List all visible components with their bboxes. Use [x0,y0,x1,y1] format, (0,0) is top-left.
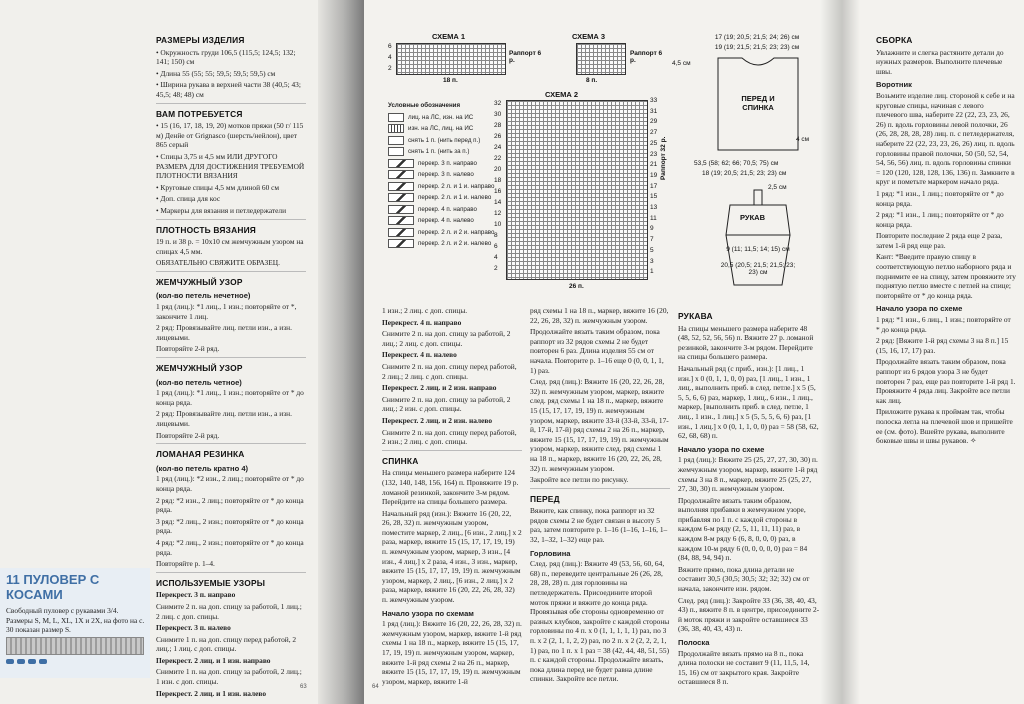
legend-label: перекр. 3 п. направо [418,159,477,167]
strip-heading: Полоска [678,638,710,647]
chart2-row-label: 6 [494,243,498,250]
subheading: Начало узора по схеме [678,444,765,454]
text: След. ряд (лиц.): Закройте 33 (36, 38, 40, 43, 43) п., вяжите 8 п. в центре, присоедините 2-й моток пряжи и закройте оставшиеся 33 (36, 38, 40, 43, 43) п. [678,595,820,634]
legend-item [388,135,500,147]
left-page [0,0,318,704]
text: Продолжайте вязать таким образом, пока раппорт из 32 рядов схемы 2 не будет повторен 6 раз. Длина изделия 55 см от начала. Повторите р. 1–16 еще 0 (0, 0, 1, 1, 1) раз. [530,327,664,375]
materials-item: • Круговые спицы 4,5 мм длиной 60 см [156,182,280,192]
chart2-row-label: 13 [650,204,658,211]
right-column-4 [876,30,1016,448]
legend-item [388,169,500,181]
chart2-row-label: 5 [650,246,654,254]
chart2-row-label: 30 [494,111,502,118]
chart3-grid [576,43,626,75]
sizes-item: • Длина 55 (55; 55; 59,5; 59,5; 59,5) см [156,68,276,78]
project-title: 11 ПУЛОВЕР С КОСАМИ [6,572,100,602]
legend-label: перекр. 4 п. направо [418,205,477,213]
chart1-row-label: 2 [388,65,392,72]
sleeve-width-dim: 9 (11; 11,5; 14; 15) см [726,246,790,253]
materials-item: • 15 (16, 17, 18, 19, 20) мотков пряжи (50 г/ 115 м) Денйе от Grignasco (шерсть/нейлон), цвет 865 серый [156,121,304,150]
legend-symbol-icon [388,159,414,168]
pearl-odd-heading: ЖЕМЧУЖНЫЙ УЗОР [156,276,243,287]
pearl-even-row: 2 ряд: Провязывайте лиц. петли изн., а изн. лицевыми. [156,409,292,428]
legend-symbol-icon [388,182,414,191]
text: Кант: *Введите правую спицу в соответствующую петлю наборного ряда и поднимите ее на спицу, затем провяжите эту поднятую петлю вместе с петлей на спице; повторяйте от * до конца ряда. [876,252,1016,300]
assembly-heading: СБОРКА [876,35,913,45]
legend-label: перекр. 3 п. налево [418,171,474,178]
rib-row: 1 ряд (лиц.): *2 изн., 2 лиц.; повторяйте от * до конца ряда. [156,474,304,493]
chart2-row-label: 17 [650,182,658,190]
divider [530,488,670,489]
chart3-repeat: Раппорт 6 р. [630,50,663,64]
text-bold: Перекрест. 4 п. налево [382,350,457,360]
text: Продолжайте вязать таким образом, выполняя прибавки в жемчужном узоре, прибавляя по 1 п. с каждой стороны в каждом 6-м ряду (2, 5, 11, 11, 11) раз, в каждом 8-м ряду 6 (6, 8, 0, 0, 0) раз, в каждом 10-м ряду 6 (0, 0, 0, 0, 0) раз = 84 (84, 88, 94, 94) п. [678,495,808,563]
neck-heading: Горловина [530,548,571,558]
sleeve-bottom-dim: 20,5 (20,5; 21,5; 21,5; 23; 23) см [720,262,796,276]
text: 1 ряд: *1 изн., 6 лиц., 1 изн.; повторяйте от * до конца ряда. [876,315,1011,334]
chart2-row-label: 4 [494,254,498,261]
chart2-width: 26 п. [569,283,584,290]
chart2-row-label: 15 [650,193,658,201]
used-item: Перекрест. 3 п. налево [156,623,231,633]
text: На спицы меньшего размера наберите 48 (48, 52, 52, 56, 56) п. Вяжите 27 р. ломаной резинкой, закончите 3-м рядом. Перейдите на спицы большего размера. [678,323,814,362]
text: Закройте все петли по рисунку. [530,475,629,485]
sizes-heading: РАЗМЕРЫ ИЗДЕЛИЯ [156,35,245,45]
left-page-column [156,30,306,700]
legend-symbol-icon [388,170,414,179]
legend-label: лиц. на ЛС, изн. на ИС [408,113,474,121]
right-column-3 [678,306,820,689]
sleeve-strip [754,190,762,205]
right-column-2 [530,306,670,686]
legend-symbol-icon [388,205,414,214]
pearl-odd-row: Повторяйте 2-й ряд. [156,344,220,354]
chart2-row-label: 27 [650,129,658,137]
used-patterns-heading: ИСПОЛЬЗУЕМЫЕ УЗОРЫ [156,577,266,588]
chart2-row-label: 23 [650,150,658,158]
text: 1 изн.; 2 лиц. с доп. спицы. [382,306,468,315]
divider [156,271,306,272]
text-bold: Перекрест. 2 лиц. и 2 изн. направо [382,383,497,393]
project-description: Свободный пуловер с рукавами 3/4. Размеры S, M, L, XL, 1X и 2X, на фото на с. 30 показан размер S. [6,606,145,635]
sleeves-heading: РУКАВА [678,311,713,321]
back-heading: СПИНКА [382,455,419,466]
pearl-even-row: 1 ряд (лиц.): *1 лиц., 1 изн.; повторяйте от * до конца ряда. [156,388,304,407]
text-bold: Перекрест. 4 п. направо [382,317,462,327]
legend-symbol-icon [388,239,414,248]
legend-item [388,192,500,204]
rib-row: 2 ряд: *2 изн., 2 лиц.; повторяйте от * до конца ряда. [156,495,304,515]
chart2-row-label: 12 [494,210,502,217]
chart-legend [388,100,500,250]
text-bold: Перекрест. 2 лиц. и 2 изн. налево [382,415,493,425]
text: Снимите 2 п. на доп. спицу перед работой, 2 изн.; 2 лиц. с доп. спицы. [382,427,517,447]
legend-label: снять 1 п. (нить за п.) [408,148,470,155]
pearl-even-sub: (кол-во петель четное) [156,377,242,387]
text: Снимите 2 п. на доп. спицу за работой, 2 лиц.; 2 изн. с доп. спицы. [382,394,511,414]
chart2-row-label: 21 [650,161,658,169]
legend-symbol-icon [388,147,404,156]
chart2-row-label: 3 [650,257,654,265]
divider [156,443,306,444]
legend-item [388,181,500,193]
pearl-even-row: Повторяйте 2-й ряд. [156,430,220,440]
chart2-grid [506,100,648,280]
used-item: Перекрест. 2 лиц. и 1 изн. направо [156,655,271,665]
chart2-row-label: 20 [494,166,502,173]
used-item: Снимите 1 п. на доп. спицу перед работой, 2 лиц.; 1 лиц. с доп. спицы. [156,634,297,654]
pearl-even-heading: ЖЕМЧУЖНЫЙ УЗОР [156,363,243,374]
legend-symbol-icon [388,193,414,202]
text: Повторите последние 2 ряда еще 2 раза, затем 1-й ряд еще раз. [876,231,1003,250]
body-top-dim: 17 (19; 20,5; 21,5; 24; 26) см [714,34,800,41]
body-left-dim: 4,5 см [672,60,691,67]
pearl-odd-sub: (кол-во петель нечетное) [156,291,251,301]
divider [382,450,522,451]
right-column-1 [382,306,522,688]
legend-symbol-icon [388,124,404,133]
text: Возьмите изделие лиц. стороной к себе и на круговые спицы, начиная с левого плечевого шва, наберите 22 (22, 23, 23, 26, 26) п. вдоль горловины левой полочки, 26 (26, 28, 28, 28, 28) лиц. п. с петледержателя, наберите 22 (22, 23, 23, 26, 26) лиц. п. вдоль горловины правой полочки, 50 (50, 52, 54, 54, 56, 56) лиц. п. вдоль горловины спинки = 120 (120, 128, 128, 136, 136) п. Замкните в круг и пометьте маркером начало ряда. [876,90,1015,187]
sleeve-outline [726,235,790,285]
materials-heading: ВАМ ПОТРЕБУЕТСЯ [156,108,243,119]
text: 2 ряд: [Вяжите 1-й ряд схемы 3 на 8 п.] 15 (15, 16, 17, 17) раз. [876,336,1009,355]
text: ряд схемы 1 на 18 п., маркер, вяжите 16 (20, 22, 26, 28, 32) п. жемчужным узором. [530,306,669,325]
front-heading: ПЕРЕД [530,493,560,504]
sleeve-top-dim: 18 (19; 20,5; 21,5; 23; 23) см [702,170,787,177]
rib-heading: ЛОМАНАЯ РЕЗИНКА [156,449,245,460]
chart2-row-label: 2 [494,265,498,272]
chart2-repeat: Раппорт 32 р. [660,136,667,180]
text: 1 ряд: *1 изн., 1 лиц.; повторяйте от * до конца ряда. [876,188,1004,208]
legend-item [388,238,500,250]
sizes-item: • Ширина рукава в верхней части 38 (40,5; 43; 45,5; 48; 48) см [156,80,301,99]
text: Вяжите прямо, пока длина детали не составит 30,5 (30,5; 30,5; 32; 32; 32) см от начала, закончите изн. рядом. [678,564,810,594]
chart2-row-label: 11 [650,214,657,222]
rib-row: Повторяйте р. 1–4. [156,559,215,569]
materials-item: • Спицы 3,75 и 4,5 мм ИЛИ ДРУГОГО РАЗМЕРА ДЛЯ ДОСТИЖЕНИЯ ТРЕБУЕМОЙ ПЛОТНОСТИ ВЯЗАНИЯ [156,151,305,181]
used-item: Снимите 2 п. на доп. спицу за работой, 1 лиц.; 2 лиц. с доп. спицы. [156,601,302,621]
text: Продолжайте вязать таким образом, пока раппорт из 6 рядов узора 3 не будет повторен 7 раз, еще раз повторите 1-й ряд 1. Провяжите 4 ряда лиц. Закройте все петли как лиц. [876,357,1016,405]
chart2-row-label: 14 [494,199,502,206]
chart1-row-label: 4 [388,54,392,61]
chart1-title: СХЕМА 1 [432,32,466,41]
chart3-width: 8 п. [586,77,598,84]
materials-item: • Маркеры для вязания и петледержатели [156,205,287,215]
subheading: Начало узора по схеме [876,304,963,314]
legend-label: снять 1 п. (нить перед п.) [408,136,481,144]
legend-symbol-icon [388,216,414,225]
legend-label: перекр. 2 л. и 1 и. налево [418,194,492,201]
scheme-row: 1 ряд (лиц.): Вяжите 16 (20, 22, 26, 28, 32) п. жемчужным узором, маркер, вяжите 1-й ряд схемы 1 на 18 п., маркер, вяжите 15 (15, 17, 17, 19, 19) п. жемчужным узором, маркер, вяжите 1-й ряд схемы 2 на 26 п., маркер, вяжите 15 (15, 17, 17, 19, 19) п. жемчужным узором, маркер, вяжите 1-й [382,619,522,686]
chart2-row-label: 25 [650,139,658,147]
legend-item [388,158,500,170]
materials-item: • Доп. спица для кос [156,194,221,204]
pearl-odd-row: 1 ряд (лиц.): *1 лиц., 1 изн.; повторяйте от *, закончите 1 лиц. [156,302,297,321]
legend-item [388,123,500,135]
legend-symbol-icon [388,136,404,145]
chart2-row-label: 26 [494,133,502,140]
chart1-width: 18 п. [443,77,458,84]
divider [156,219,306,220]
chart2-row-label: 32 [494,100,502,107]
legend-label: перекр. 4 п. налево [418,217,474,224]
text: Увлажните и слегка растяните детали до нужных размеров. Выполните плечевые швы. [876,47,1004,76]
size-indicator [6,659,144,664]
used-item: Перекрест. 2 лиц. и 1 изн. налево [156,688,267,698]
legend-symbol-icon [388,113,404,122]
chart2-title: СХЕМА 2 [545,90,579,99]
chart2-row-label: 9 [650,225,654,233]
garment-schematic [672,30,828,300]
chart2-row-label: 7 [650,236,654,244]
divider [156,357,306,358]
gauge-heading: ПЛОТНОСТЬ ВЯЗАНИЯ [156,224,257,235]
divider [156,103,306,104]
scheme-start-heading: Начало узора по схемам [382,608,474,618]
chart2-row-label: 33 [650,97,658,104]
legend-item [388,204,500,216]
divider [156,572,306,573]
text: Приложите рукава к проймам так, чтобы полоска легла на плечевой шов и пришейте ее (см. фото). Вшейте рукава, выполните боковые швы и швы рукавов. ✧ [876,407,1013,446]
page-number: 64 [372,684,379,690]
legend-label: перекр. 2 л. и 1 и. направо [418,182,495,190]
text: 1 ряд (лиц.): Вяжите 25 (25, 27, 27, 30, 30) п. жемчужным узором, маркер, вяжите 1-й ряд схемы 3 на 8 п., маркер, вяжите 25 (25, 27, 27, 30, 30) п. жемчужным узором. [678,455,818,494]
chart2-row-label: 16 [494,188,502,195]
chart2-row-label: 22 [494,155,502,162]
page-fold-shadow [820,0,860,704]
back-text: На спицы меньшего размера наберите 124 (132, 140, 148, 156, 164) п. Провяжите 19 р. ломаной резинкой, закончите 3-м рядом. Перейдите на спицы большего размера. [382,468,519,507]
gauge-warning: ОБЯЗАТЕЛЬНО СВЯЖИТЕ ОБРАЗЕЦ. [156,258,280,268]
pearl-odd-row: 2 ряд: Провязывайте лиц. петли изн., а изн. лицевыми. [156,323,292,342]
chart2-row-label: 31 [650,107,658,115]
page-number: 63 [300,684,307,690]
body-label: ПЕРЕД И СПИНКА [741,94,775,112]
gutter [318,0,364,704]
text: 2 ряд: *1 изн., 1 лиц.; повторяйте от * до конца ряда. [876,210,1004,229]
rib-sub: (кол-во петель кратно 4) [156,463,249,473]
collar-heading: Воротник [876,80,912,90]
chart2-row-label: 19 [650,171,658,179]
chart1-grid [396,43,506,75]
legend-symbol-icon [388,228,414,237]
text: Начальный ряд (с приб., изн.): [1 лиц., 1 изн.] х 0 (0, 1, 1, 0, 0) раз, [1 лиц., 1 изн., 1 лиц., выполнить приб. в след. петле.] х 5 (5, 5, 5, 6, 6) раз, маркер, 1 лиц., 6 изн., 1 лиц., маркер, [выполнить приб. в след. петле, 1 лиц., 1 изн., 1 лиц.] х 5 (5, 5, 5, 6, 6) раз, [1 изн., 1 лиц.] х 0 (0, 1, 1, 0, 0) раз = 58 (58, 62, 62, 68, 68) п. [678,363,819,441]
legend-label: перекр. 2 л. и 2 и. налево [418,240,492,247]
chart2-row-label: 1 [650,268,654,276]
chart3-title: СХЕМА 3 [572,32,606,41]
body-right-dim: 4 см [796,136,810,143]
chart1-row-label: 6 [388,43,392,50]
text: След. ряд (лиц.): Вяжите 16 (20, 22, 26, 28, 32) п. жемчужным узором, маркер, вяжите след. ряд схемы 1 на 18 п., маркер, вяжите 15 (15, 17, 17, 19, 19) п. жемчужным узором, маркер, вяжите 33-й (33-й, 33-й, 17-й, 17-й, 17-й) ряд схемы 2 на 26 п., маркер, вяжите 15 (15, 17, 17, 19, 19) п. жемчужным узором, маркер, вяжите след. ряд схемы 1 на 18 п., маркер, вяжите 16 (20, 22, 26, 28, 32) п. жемчужным узором. [530,377,669,473]
sizes-item: • Окружность груди 106,5 (115,5; 124,5; 132; 141; 150) см [156,47,296,67]
text: Продолжайте вязать прямо на 8 п., пока длина полоски не составит 9 (11, 11,5, 14, 15, 16) см от закрытого края. Закройте оставшиеся 8 п. [678,648,810,687]
project-title-box [0,568,150,678]
knit-swatch-image [6,637,144,655]
body-neck-dim: 19 (19; 21,5; 21,5; 23; 23) см [714,44,800,51]
text: Снимите 2 п. на доп. спицу перед работой, 2 лиц.; 2 лиц. с доп. спицы. [382,361,517,381]
legend-title: Условные обозначения [388,102,461,109]
chart2-row-label: 24 [494,144,502,151]
text: Снимите 2 п. на доп. спицу за работой, 2 лиц.; 2 лиц. с доп. спицы. [382,329,511,348]
used-item: Перекрест. 3 п. направо [156,590,236,600]
front-text: Вяжите, как спинку, пока раппорт из 32 рядов схемы 2 не будет связан в высоту 5 раз, затем повторите р. 1–16 (1–16, 1–16, 1–32, 1–32, 1–32) еще раз. [530,506,668,545]
used-item: Снимите 1 п. на доп. спицу за работой, 2 лиц.; 1 изн. с доп. спицы. [156,667,302,687]
gauge-text: 19 п. и 38 р. = 10x10 см жемчужным узором на спицах 4,5 мм. [156,237,304,256]
sleeve-cap-dim: 2,5 см [768,184,787,191]
chart2-row-label: 29 [650,118,658,126]
legend-label: перекр. 2 л. и 2 и. направо [418,228,495,236]
chart2-row-label: 10 [494,221,502,228]
rib-row: 3 ряд: *2 лиц., 2 изн.; повторяйте от * до конца ряда. [156,516,304,536]
chart2-row-label: 8 [494,232,498,239]
legend-label: изн. на ЛС, лиц. на ИС [408,125,474,132]
back-row: Начальный ряд (изн.): Вяжите 16 (20, 22, 26, 28, 32) п. жемчужным узором, поместите маркер, 2 лиц., [6 изн., 2 лиц.] х 2 раза, маркер, вяжите 15 (15, 17, 17, 19, 19) п. жемчужным узором, маркер, 3 изн., [4 изн., 4 лиц.] х 2 раза, 4 изн., 3 изн., маркер, вяжите 15 (15, 17, 17, 19, 19) п. жемчужным узором, маркер, 2 лиц., [6 изн., 2 лиц.] х 2 раза, маркер, вяжите 16 (20, 22, 26, 28, 32) п. жемчужным узором. [382,508,522,605]
sleeve-label: РУКАВ [740,213,765,222]
legend-item [388,215,500,227]
body-bottom-dim: 53,5 (58; 62; 66; 70,5; 75) см [694,160,779,167]
chart2-row-label: 18 [494,177,502,184]
rib-row: 4 ряд: *2 лиц., 2 изн.; повторяйте от * до конца ряда. [156,537,304,557]
neck-text: След. ряд (лиц.): Вяжите 49 (53, 56, 60, 64, 68) п., переведите центральные 26 (26, 28, 28, 28, 28) п. для горловины на петледержатель. Присоедините второй моток пряжи и вяжите до конца ряда. Провязывая обе стороны одновременно от разных клубков, закройте с каждой стороны горловины по 4 п. х 0 (1, 1, 1, 1, 1) раз, по 3 п. х 2 (2, 1, 1, 2, 2) раз, по 2 п. х 2 (2, 2, 2, 1, 1) раз, по 1 п. х 1 раз = 38 (42, 44, 48, 51, 55) п. с каждой стороны. Продолжайте вязать, пока длина перед не будет равна длине спинки. Закройте все петли. [530,559,670,684]
legend-item [388,112,500,124]
chart2-row-label: 28 [494,122,502,129]
chart1-repeat: Раппорт 6 р. [509,50,542,64]
legend-item [388,227,500,239]
legend-item [388,146,500,158]
